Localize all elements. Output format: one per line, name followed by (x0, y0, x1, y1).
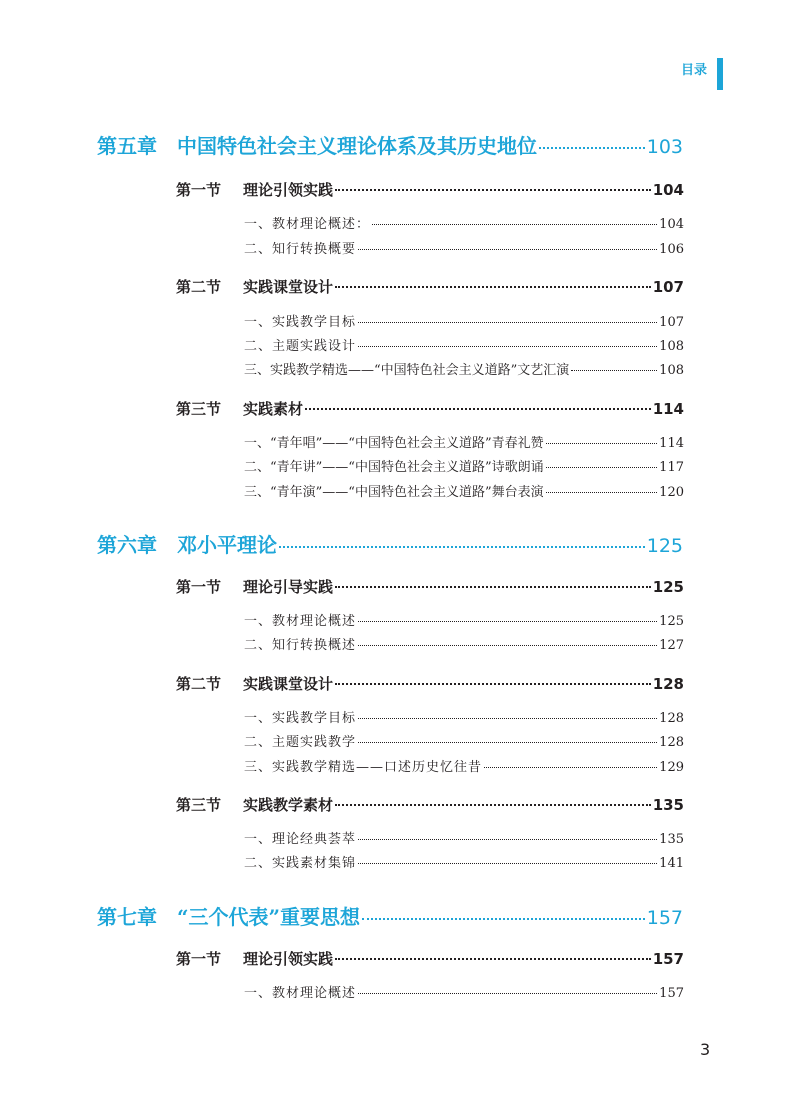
chapter-entry[interactable] (97, 130, 683, 159)
section-entry[interactable] (176, 179, 684, 200)
item-entry[interactable] (244, 828, 684, 847)
section-number: 第一节 (176, 950, 222, 968)
dot-leader (539, 147, 645, 149)
item-page: 127 (659, 638, 684, 653)
section-title: 实践课堂设计 (243, 675, 334, 693)
item-entry[interactable] (244, 481, 684, 500)
chapter-entry[interactable] (97, 529, 683, 558)
dot-leader (358, 645, 657, 646)
dot-leader (546, 467, 658, 468)
item-title: 二、“青年讲”——“中国特色社会主义道路”诗歌朗诵 (244, 460, 544, 475)
dot-leader (335, 804, 651, 806)
section-number: 第三节 (176, 796, 222, 814)
section-number: 第一节 (176, 181, 222, 199)
chapter-title: 邓小平理论 (177, 533, 277, 557)
chapter-title: “三个代表”重要思想 (177, 905, 361, 929)
section-number: 第二节 (176, 278, 222, 296)
item-page: 141 (659, 856, 684, 871)
item-page: 108 (659, 339, 684, 354)
dot-leader (358, 863, 657, 864)
dot-leader (358, 621, 657, 622)
section-entry[interactable] (176, 398, 684, 419)
header-accent-bar (717, 58, 723, 90)
dot-leader (484, 767, 657, 768)
item-page: 106 (659, 242, 684, 257)
item-title: 三、实践教学精选——“中国特色社会主义道路”文艺汇演 (244, 363, 570, 378)
section-page: 104 (652, 181, 684, 199)
dot-leader (358, 993, 657, 994)
chapter-page: 103 (646, 136, 683, 158)
item-title: 一、教材理论概述 (244, 986, 357, 1001)
item-entry[interactable] (244, 852, 684, 871)
item-title: 二、主题实践设计 (244, 339, 357, 354)
section-page: 157 (652, 950, 684, 968)
item-title: 一、“青年唱”——“中国特色社会主义道路”青春礼赞 (244, 436, 544, 451)
dot-leader (358, 249, 657, 250)
item-page: 117 (659, 460, 684, 475)
dot-leader (372, 224, 657, 225)
item-entry[interactable] (244, 311, 684, 330)
dot-leader (335, 683, 651, 685)
item-entry[interactable] (244, 756, 684, 775)
item-page: 107 (659, 315, 684, 330)
item-entry[interactable] (244, 432, 684, 451)
section-title: 实践素材 (243, 400, 304, 418)
item-page: 104 (659, 217, 684, 232)
dot-leader (546, 492, 658, 493)
item-title: 一、实践教学目标 (244, 711, 357, 726)
item-title: 三、实践教学精选——口述历史忆往昔 (244, 760, 483, 775)
chapter-page: 157 (646, 907, 683, 929)
item-entry[interactable] (244, 335, 684, 354)
item-page: 129 (659, 760, 684, 775)
item-title: 一、教材理论概述： (244, 217, 371, 232)
item-title: 一、实践教学目标 (244, 315, 357, 330)
item-entry[interactable] (244, 707, 684, 726)
item-page: 157 (659, 986, 684, 1001)
dot-leader (358, 718, 657, 719)
chapter-number: 第六章 (97, 533, 157, 557)
chapter-title: 中国特色社会主义理论体系及其历史地位 (177, 134, 537, 158)
chapter-number: 第七章 (97, 905, 157, 929)
section-entry[interactable] (176, 576, 684, 597)
dot-leader (335, 286, 651, 288)
section-number: 第一节 (176, 578, 222, 596)
dot-leader (279, 546, 645, 548)
item-page: 125 (659, 614, 684, 629)
dot-leader (305, 408, 651, 410)
page-number: 3 (700, 1040, 711, 1059)
item-page: 120 (659, 485, 684, 500)
item-title: 一、理论经典荟萃 (244, 832, 357, 847)
item-title: 二、知行转换概要 (244, 242, 357, 257)
section-entry[interactable] (176, 948, 684, 969)
item-title: 一、教材理论概述 (244, 614, 357, 629)
item-entry[interactable] (244, 982, 684, 1001)
dot-leader (358, 322, 657, 323)
section-entry[interactable] (176, 794, 684, 815)
dot-leader (335, 586, 651, 588)
item-entry[interactable] (244, 610, 684, 629)
item-page: 108 (659, 363, 684, 378)
section-page: 128 (652, 675, 684, 693)
item-page: 135 (659, 832, 684, 847)
dot-leader (358, 839, 657, 840)
dot-leader (362, 918, 645, 920)
section-page: 125 (652, 578, 684, 596)
section-page: 135 (652, 796, 684, 814)
item-entry[interactable] (244, 634, 684, 653)
item-title: 二、主题实践教学 (244, 735, 357, 750)
section-title: 理论引领实践 (243, 181, 334, 199)
dot-leader (546, 443, 658, 444)
section-page: 107 (652, 278, 684, 296)
item-title: 二、实践素材集锦 (244, 856, 357, 871)
item-entry[interactable] (244, 359, 684, 378)
section-title: 理论引导实践 (243, 578, 334, 596)
section-number: 第三节 (176, 400, 222, 418)
item-entry[interactable] (244, 238, 684, 257)
section-title: 理论引领实践 (243, 950, 334, 968)
item-page: 128 (659, 735, 684, 750)
dot-leader (335, 958, 651, 960)
section-number: 第二节 (176, 675, 222, 693)
dot-leader (335, 189, 651, 191)
dot-leader (571, 370, 657, 371)
item-entry[interactable] (244, 213, 684, 232)
item-title: 三、“青年演”——“中国特色社会主义道路”舞台表演 (244, 485, 544, 500)
chapter-page: 125 (646, 535, 683, 557)
section-entry[interactable] (176, 673, 684, 694)
dot-leader (358, 346, 657, 347)
chapter-number: 第五章 (97, 134, 157, 158)
item-page: 128 (659, 711, 684, 726)
item-page: 114 (659, 436, 684, 451)
item-entry[interactable] (244, 731, 684, 750)
dot-leader (358, 742, 657, 743)
item-title: 二、知行转换概述 (244, 638, 357, 653)
item-entry[interactable] (244, 456, 684, 475)
section-title: 实践教学素材 (243, 796, 334, 814)
section-title: 实践课堂设计 (243, 278, 334, 296)
header-label: 目录 (680, 63, 707, 78)
section-page: 114 (652, 400, 684, 418)
chapter-entry[interactable] (97, 901, 683, 930)
section-entry[interactable] (176, 276, 684, 297)
